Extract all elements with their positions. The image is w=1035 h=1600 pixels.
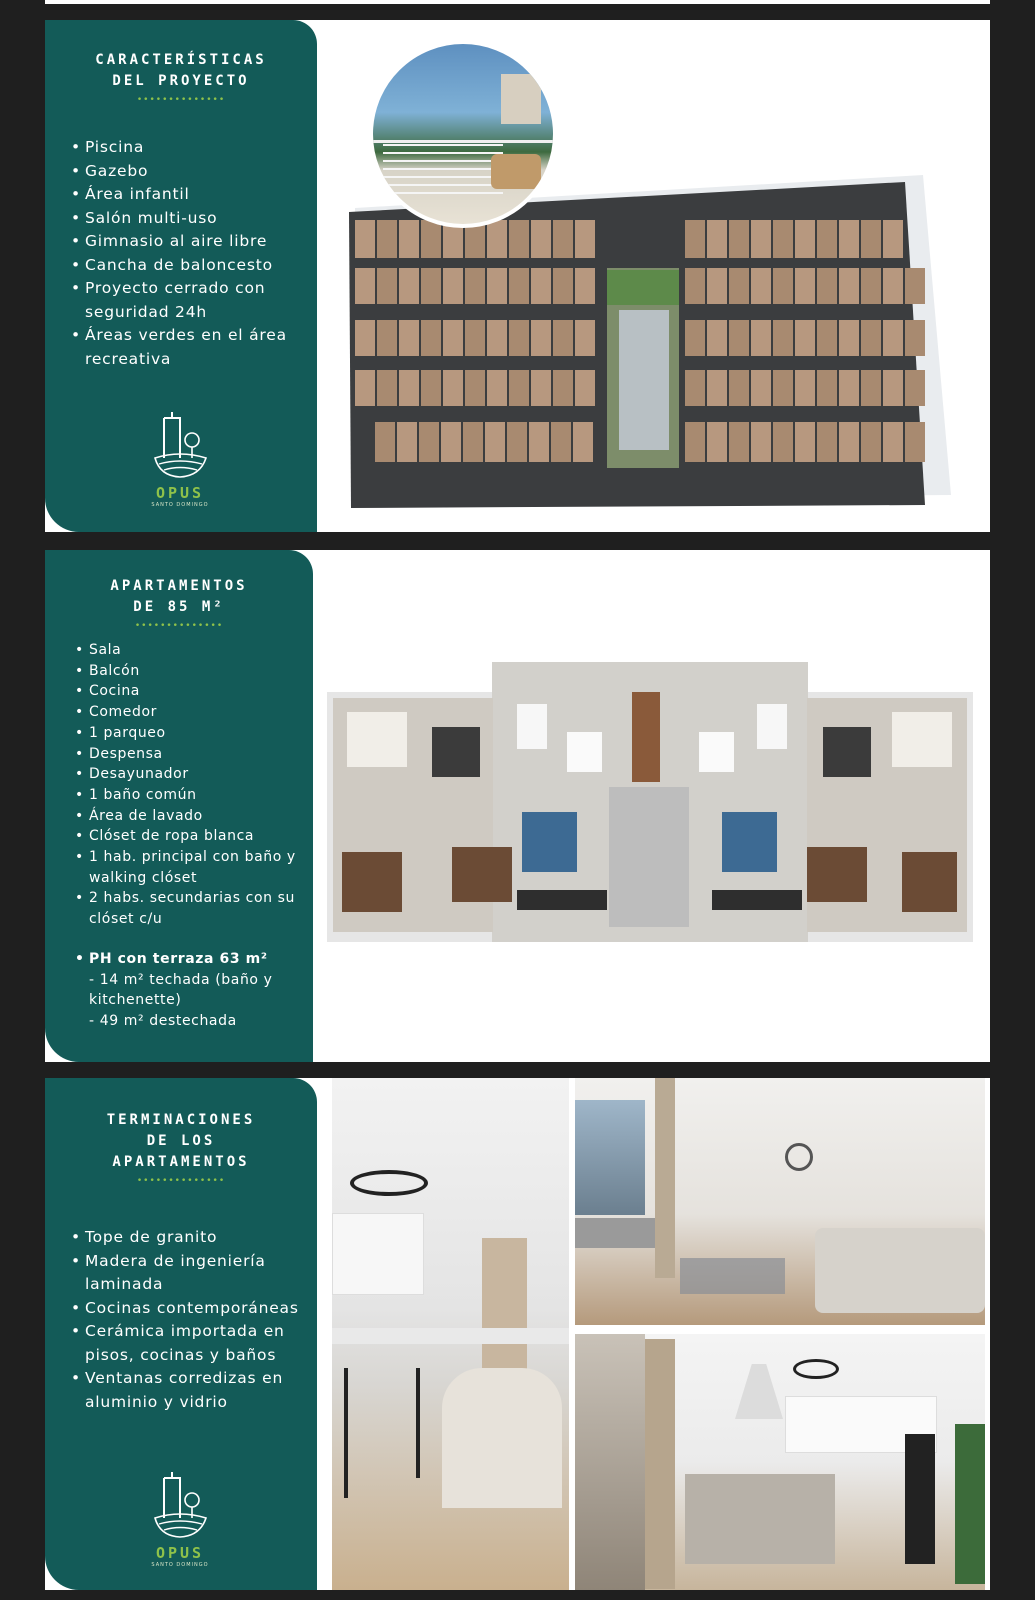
panel3-list-item: • Cocinas contemporáneas: [69, 1297, 309, 1321]
panel1-list-item: • Piscina: [69, 136, 304, 160]
panel2-list-item: • 1 baño común: [73, 785, 303, 806]
panel1-list-item: • Gimnasio al aire libre: [69, 230, 304, 254]
apartments-title-line1: APARTAMENTOS: [110, 578, 248, 594]
ph-terrace-item: • PH con terraza 63 m²: [75, 951, 268, 967]
features-title-line1: CARACTERÍSTICAS: [95, 52, 267, 68]
features-panel: [45, 20, 990, 532]
opus-logo-sub-bottom: SANTO DOMINGO: [151, 1562, 209, 1568]
panel3-list-item: • Tope de granito: [69, 1226, 309, 1250]
finishes-title-line1: TERMINACIONES: [106, 1112, 256, 1128]
finishes-divider: ••••••••••••••: [136, 1176, 226, 1186]
panel1-list-item: • Proyecto cerrado con seguridad 24h: [69, 277, 304, 324]
panel2-list-item: • Cocina: [73, 681, 303, 702]
kitchen-dining-image: [575, 1334, 985, 1590]
panel2-list-item: • Área de lavado: [73, 806, 303, 827]
kitchen-image: [332, 1078, 569, 1590]
panel2-list-item: • Sala: [73, 640, 303, 661]
panel2-list-item: • 1 hab. principal con baño y walking clóset: [73, 847, 303, 888]
panel1-list-item: • Área infantil: [69, 183, 304, 207]
opus-building-icon: [150, 410, 210, 480]
panel1-list-item: • Áreas verdes en el área recreativa: [69, 324, 304, 371]
panel3-list-item: • Cerámica importada en pisos, cocinas y baños: [69, 1320, 309, 1367]
finishes-title-line2: DE LOS: [146, 1133, 216, 1149]
finishes-title-line3: APARTAMENTOS: [112, 1154, 250, 1170]
features-divider: ••••••••••••••: [136, 95, 226, 105]
panel3-list-item: • Ventanas corredizas en aluminio y vidrio: [69, 1367, 309, 1414]
panel2-list-item: • Balcón: [73, 661, 303, 682]
apartments-sidebar: [45, 550, 313, 1062]
ph-sub-uncovered: - 49 m² destechada: [89, 1013, 237, 1030]
opus-logo-word-bottom: OPUS: [155, 1544, 205, 1562]
features-list: [69, 136, 304, 371]
panel2-list-item: • Desayunador: [73, 764, 303, 785]
features-title-line2: DEL PROYECTO: [112, 73, 250, 89]
ph-terrace-title: PH con terraza 63 m²: [89, 951, 268, 967]
panel2-list-item: • 1 parqueo: [73, 723, 303, 744]
opus-building-icon: [150, 1470, 210, 1540]
previous-panel-edge: [45, 0, 990, 4]
site-plan-image: [345, 30, 985, 525]
panel1-list-item: • Gazebo: [69, 160, 304, 184]
panel1-list-item: • Salón multi-uso: [69, 207, 304, 231]
opus-logo-sub: SANTO DOMINGO: [151, 502, 209, 508]
ph-sub-covered: - 14 m² techada (baño y kitchenette): [89, 971, 273, 1009]
finishes-list: [69, 1226, 309, 1414]
floor-plan-image: [327, 662, 987, 952]
panel2-list-item: • Clóset de ropa blanca: [73, 826, 303, 847]
balcony-view-image: [369, 40, 557, 228]
panel1-list-item: • Cancha de baloncesto: [69, 254, 304, 278]
panel2-list-item: • Comedor: [73, 702, 303, 723]
panel2-list-item: • 2 habs. secundarias con su clóset c/u: [73, 888, 303, 929]
apartments-list: [73, 640, 303, 930]
finishes-panel: [45, 1078, 990, 1590]
living-room-image: [575, 1078, 985, 1325]
opus-logo: [125, 410, 235, 508]
features-sidebar: [45, 20, 317, 532]
apartments-divider: ••••••••••••••: [134, 621, 224, 631]
apartments-panel: [45, 550, 990, 1062]
opus-logo-bottom: [125, 1470, 235, 1568]
apartments-title-line2: DE 85 M²: [133, 599, 225, 615]
panel3-list-item: • Madera de ingeniería laminada: [69, 1250, 309, 1297]
panel2-list-item: • Despensa: [73, 744, 303, 765]
finishes-sidebar: [45, 1078, 317, 1590]
opus-logo-word: OPUS: [155, 484, 205, 502]
